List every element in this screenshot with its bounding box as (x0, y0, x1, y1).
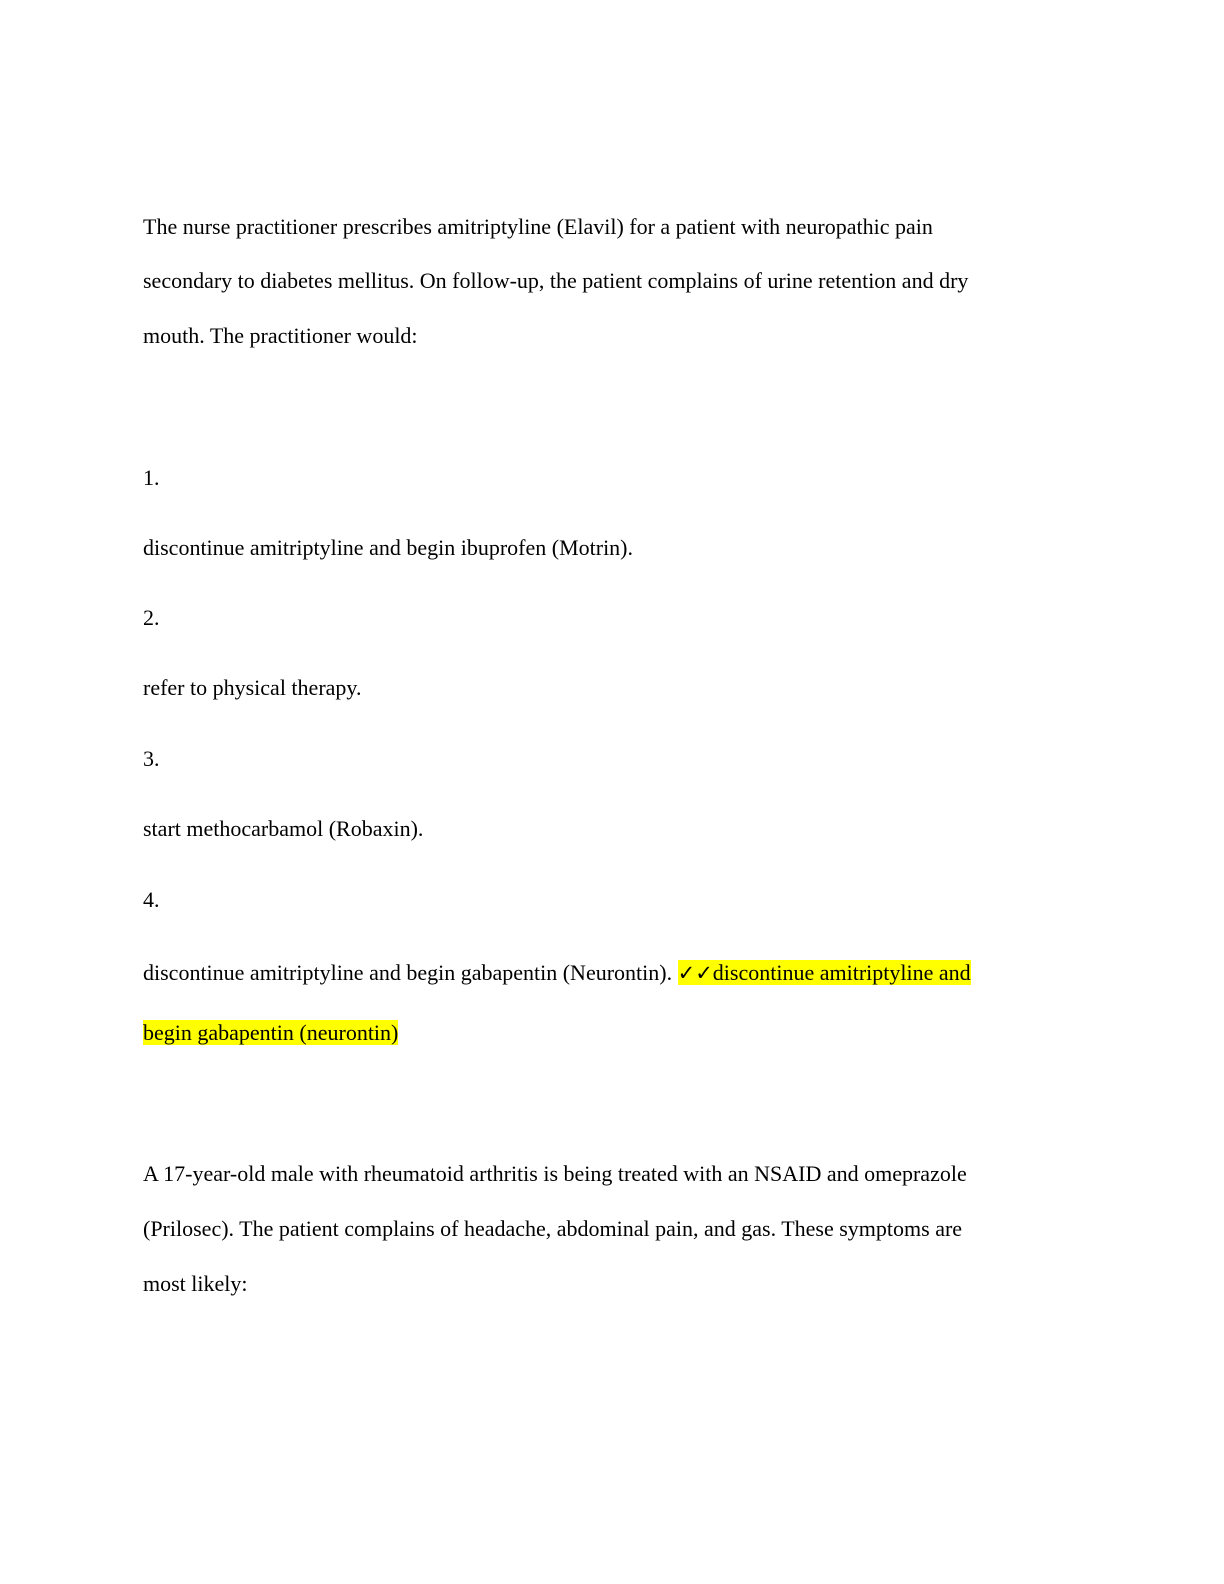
option-1-number: 1. (143, 465, 160, 490)
option-4-text: discontinue amitriptyline and begin gabapentin (Neurontin). (143, 960, 673, 985)
option-4-number: 4. (143, 887, 160, 912)
question-1-stem-line-2: secondary to diabetes mellitus. On follow-up, the patient complains of urine retention and dry (143, 268, 969, 293)
question-2-stem-line-1: A 17-year-old male with rheumatoid arthritis is being treated with an NSAID and omeprazole (143, 1161, 967, 1186)
question-2-stem-line-3: most likely: (143, 1271, 248, 1296)
option-4-line (143, 958, 971, 988)
check-marks-icon: ✓✓ (677, 961, 713, 985)
question-1-stem-line-1: The nurse practitioner prescribes amitriptyline (Elavil) for a patient with neuropathic pain (143, 214, 933, 239)
option-2-number: 2. (143, 605, 160, 630)
option-3-number: 3. (143, 746, 160, 771)
question-1-stem-line-3: mouth. The practitioner would: (143, 323, 418, 348)
question-2-stem-line-2: (Prilosec). The patient complains of headache, abdominal pain, and gas. These symptoms are (143, 1216, 963, 1241)
answer-line-2 (143, 1018, 398, 1048)
answer-text-line-2: begin gabapentin (neurontin) (143, 1020, 399, 1045)
option-3-text: start methocarbamol (Robaxin). (143, 816, 424, 841)
option-2-text: refer to physical therapy. (143, 675, 362, 700)
answer-highlight-line-1 (678, 960, 971, 985)
option-1-text: discontinue amitriptyline and begin ibuprofen (Motrin). (143, 535, 634, 560)
answer-text-line-1: discontinue amitriptyline and (712, 960, 971, 985)
